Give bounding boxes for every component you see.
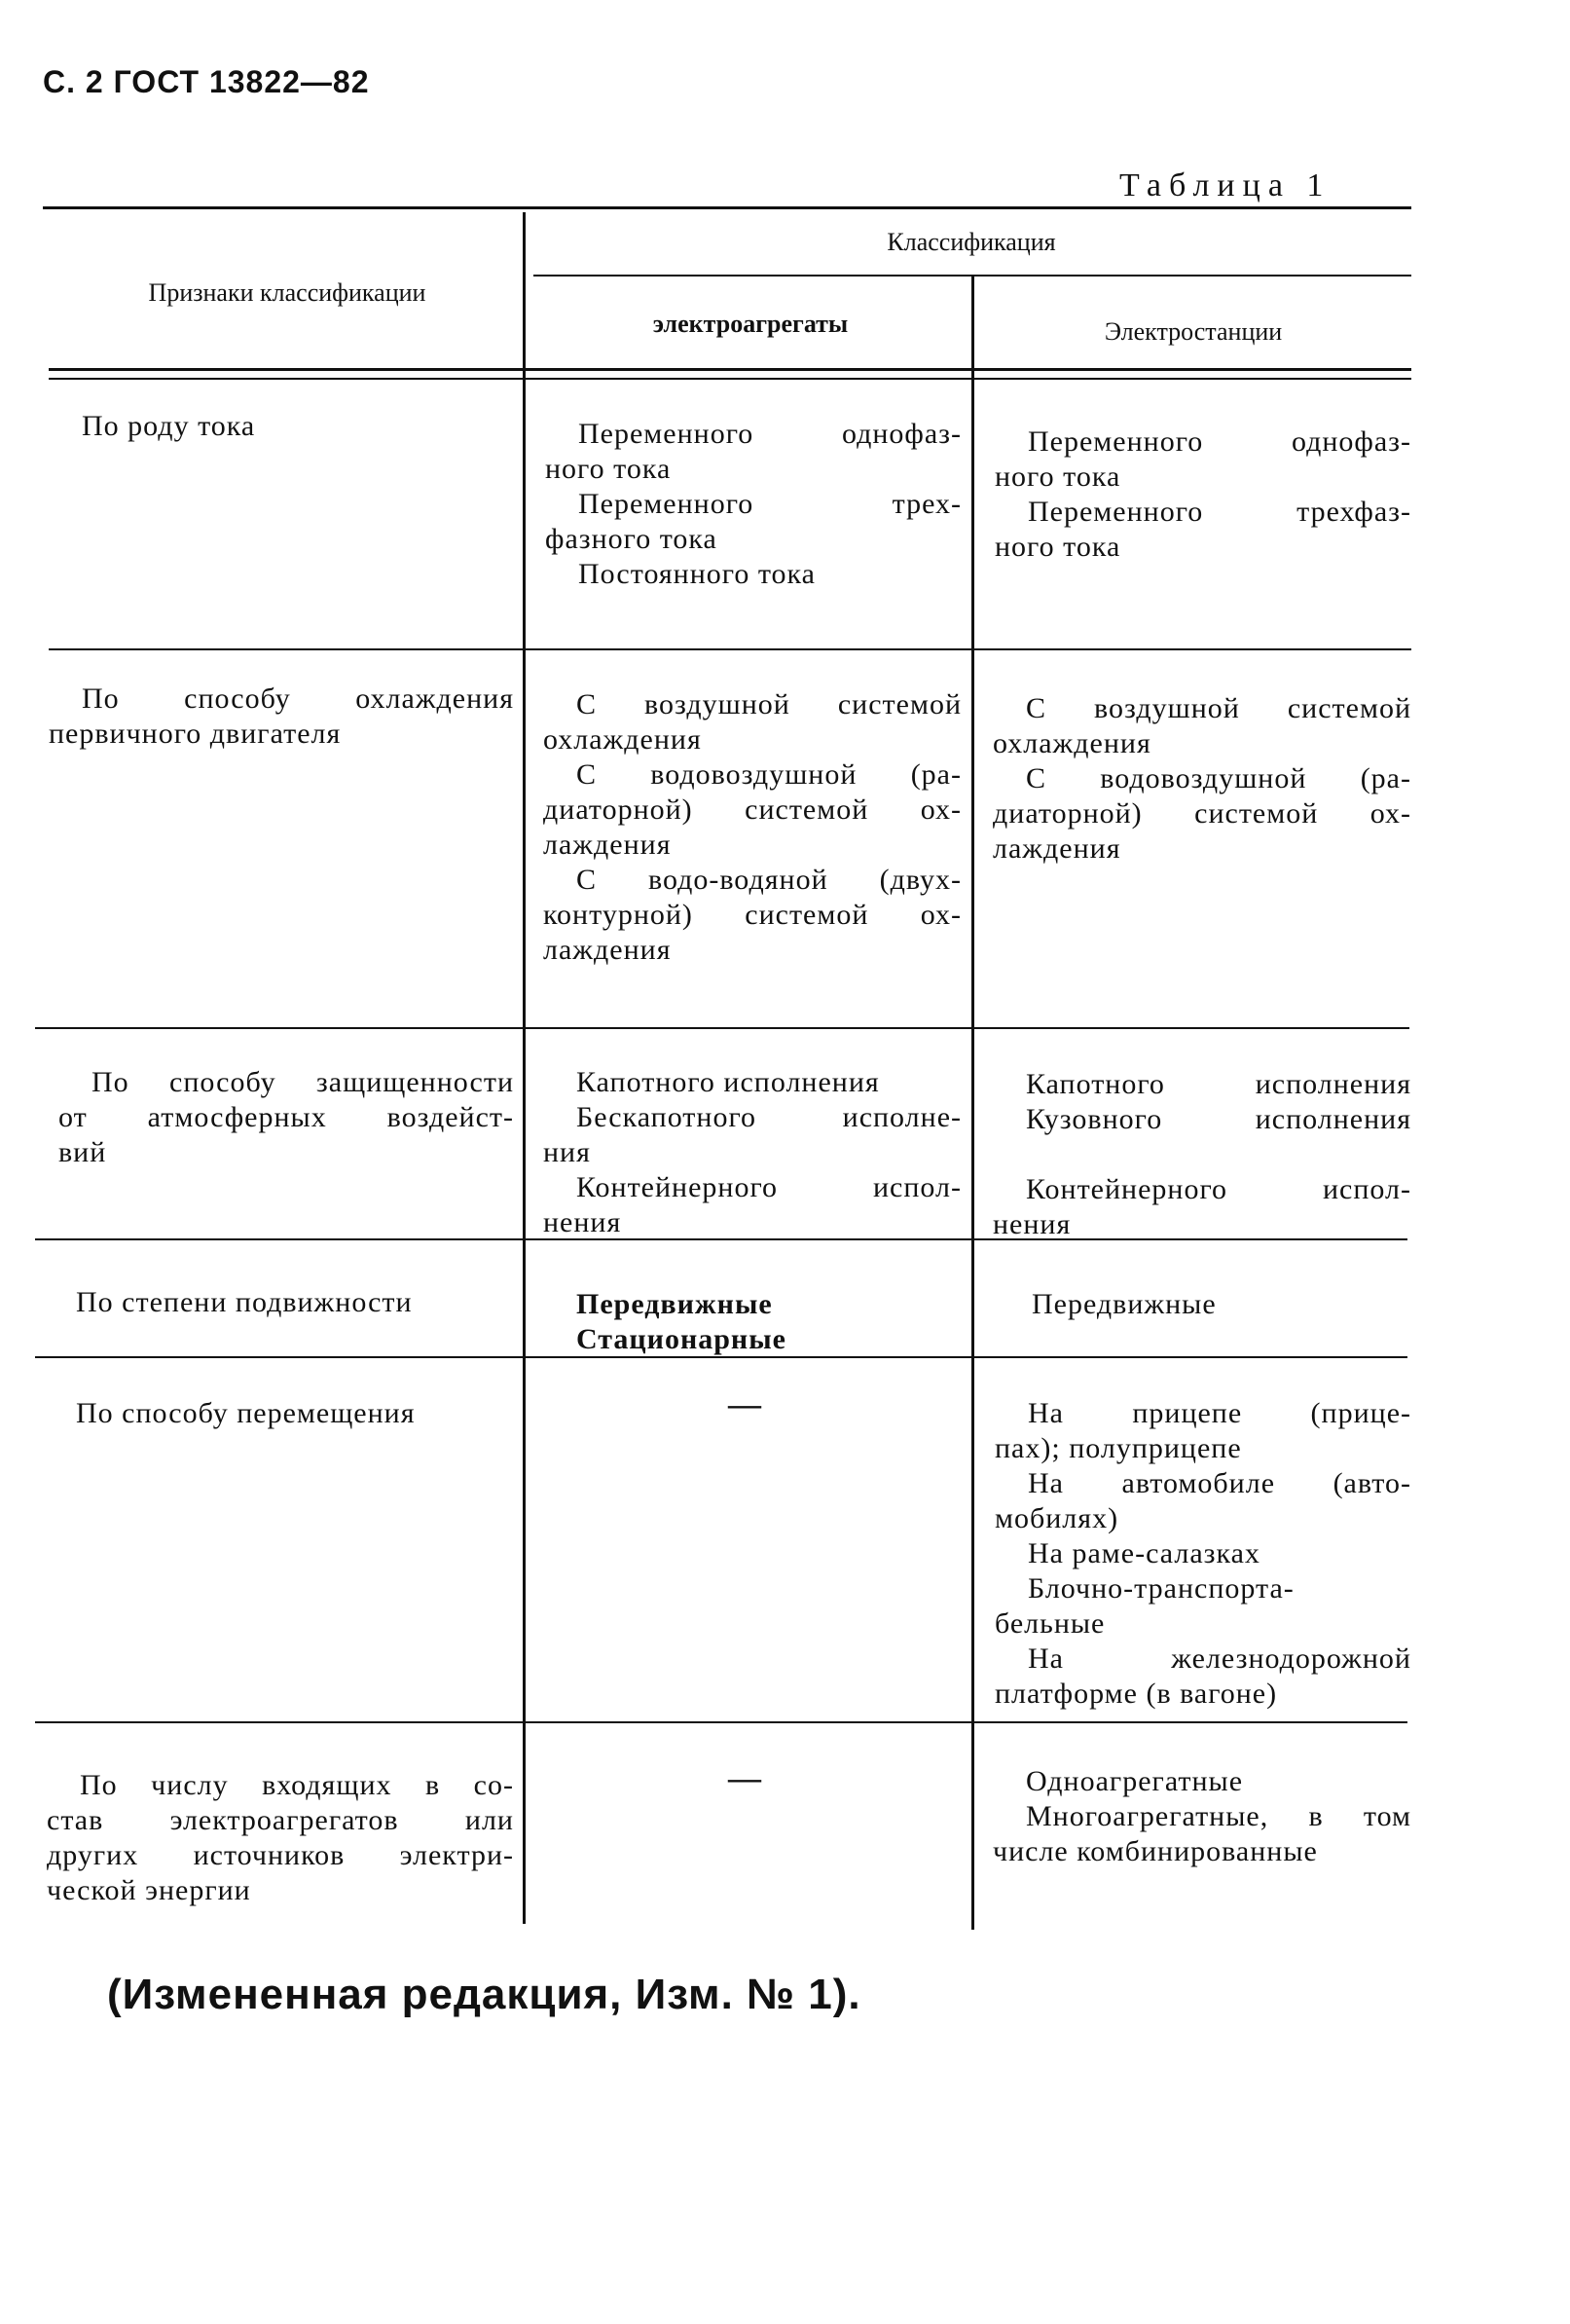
cell-line: платформе (в вагоне) — [995, 1678, 1278, 1710]
row-separator — [35, 1027, 1409, 1029]
stations-cell — [995, 1396, 1411, 1712]
cell-line: С водовоздушной (ра- — [1026, 762, 1411, 794]
cell-line: охлаждения — [993, 727, 1151, 759]
cell-line: лаждения — [543, 829, 672, 861]
cell-line: Бескапотного исполне- — [576, 1101, 962, 1133]
feature-line: ческой энергии — [47, 1874, 251, 1906]
cell-line: Блочно-транспорта- — [1028, 1572, 1295, 1605]
feature-line: По способу перемещения — [76, 1397, 416, 1429]
feature-line: По степени подвижности — [76, 1286, 413, 1318]
cell-line: Контейнерного испол- — [576, 1171, 962, 1203]
table-caption: Таблица 1 — [1119, 167, 1332, 203]
cell-line: Капотного исполнения — [576, 1066, 880, 1098]
feature-line: По способу защищенности — [91, 1066, 514, 1098]
cell-line: ного тока — [995, 531, 1121, 563]
cell-line: Переменного трехфаз- — [1028, 496, 1411, 528]
stations-cell — [993, 1764, 1411, 1869]
header-feature: Признаки классификации — [148, 278, 426, 307]
feature-line: став электроагрегатов или — [47, 1804, 514, 1836]
cell-line: Стационарные — [576, 1323, 786, 1355]
stations-cell — [995, 424, 1411, 565]
cell-line: ния — [543, 1136, 591, 1168]
cell-line: пах); полуприцепе — [995, 1432, 1242, 1464]
header-aggregates: электроагрегаты — [652, 310, 849, 338]
cell-line: Капотного исполнения — [1026, 1068, 1411, 1100]
row-separator — [49, 648, 1411, 650]
feature-cell — [58, 1065, 514, 1170]
aggregates-dash: — — [728, 1386, 761, 1422]
cell-line: На автомобиле (авто- — [1028, 1467, 1411, 1499]
column-divider-1 — [523, 212, 526, 1924]
cell-line: Многоагрегатные, в том — [1026, 1800, 1411, 1832]
column-divider-2 — [971, 275, 974, 1930]
cell-line: нения — [993, 1208, 1072, 1240]
cell-line: Переменного однофаз- — [578, 418, 962, 450]
feature-line: По числу входящих в со- — [80, 1769, 514, 1801]
cell-line: лаждения — [993, 832, 1121, 865]
cell-line: ного тока — [545, 453, 672, 485]
cell-line: С воздушной системой — [576, 688, 962, 720]
table-top-rule — [43, 206, 1411, 209]
page-header: С. 2 ГОСТ 13822—82 — [43, 64, 370, 99]
cell-line: контурной) системой ох- — [543, 899, 962, 931]
cell-line: Переменного трех- — [578, 488, 962, 520]
row-separator — [35, 1721, 1407, 1723]
cell-line: числе комбинированные — [993, 1835, 1318, 1867]
feature-cell — [49, 682, 514, 752]
cell-line: нения — [543, 1206, 622, 1238]
cell-line: На прицепе (прице- — [1028, 1397, 1411, 1429]
aggregates-cell — [543, 687, 962, 968]
feature-line: вий — [58, 1136, 107, 1168]
aggregates-cell — [545, 417, 962, 592]
cell-line: диаторной) системой ох- — [543, 793, 962, 826]
cell-line: Переменного однофаз- — [1028, 425, 1411, 458]
aggregates-cell — [543, 1065, 962, 1240]
cell-line: С воздушной системой — [1026, 692, 1411, 724]
feature-cell — [76, 1285, 514, 1320]
cell-line: Кузовного исполнения — [1026, 1103, 1411, 1135]
cell-line: ного тока — [995, 461, 1121, 493]
cell-line: С водовоздушной (ра- — [576, 758, 962, 791]
aggregates-dash: — — [728, 1760, 761, 1796]
feature-line: первичного двигателя — [49, 718, 342, 750]
header-bottom-rule — [49, 368, 1411, 371]
cell-line: охлаждения — [543, 723, 702, 756]
cell-line: фазного тока — [545, 523, 717, 555]
amendment-note: (Измененная редакция, Изм. № 1). — [107, 1971, 861, 2018]
cell-line: Передвижные — [1032, 1288, 1217, 1320]
cell-line: Одноагрегатные — [1026, 1765, 1244, 1797]
cell-line: бельные — [995, 1607, 1106, 1640]
stations-cell — [993, 1067, 1411, 1242]
cell-line: С водо-водяной (двух- — [576, 864, 962, 896]
cell-line: диаторной) системой ох- — [993, 797, 1411, 830]
stations-cell — [993, 691, 1411, 867]
cell-line: мобилях) — [995, 1502, 1119, 1534]
feature-cell — [82, 409, 510, 444]
feature-line: от атмосферных воздейст- — [58, 1101, 514, 1133]
cell-line: Контейнерного испол- — [1026, 1173, 1411, 1205]
cell-line: Постоянного тока — [578, 558, 816, 590]
header-stations: Электростанции — [1104, 317, 1283, 346]
cell-line: Передвижные — [576, 1288, 773, 1320]
feature-cell — [47, 1768, 514, 1908]
aggregates-cell — [576, 1287, 962, 1357]
feature-line: По способу охлаждения — [82, 682, 514, 715]
cell-line: На железнодорожной — [1028, 1642, 1411, 1675]
header-bottom-rule-2 — [49, 378, 1411, 380]
stations-cell — [1032, 1287, 1411, 1322]
cell-line: лаждения — [543, 934, 672, 966]
header-classification: Классификация — [887, 228, 1056, 256]
cell-line: На раме-салазках — [1028, 1537, 1260, 1569]
feature-line: По роду тока — [82, 410, 256, 442]
feature-cell — [76, 1396, 514, 1431]
feature-line: других источников электри- — [47, 1839, 514, 1871]
cell-line — [993, 1137, 1411, 1172]
